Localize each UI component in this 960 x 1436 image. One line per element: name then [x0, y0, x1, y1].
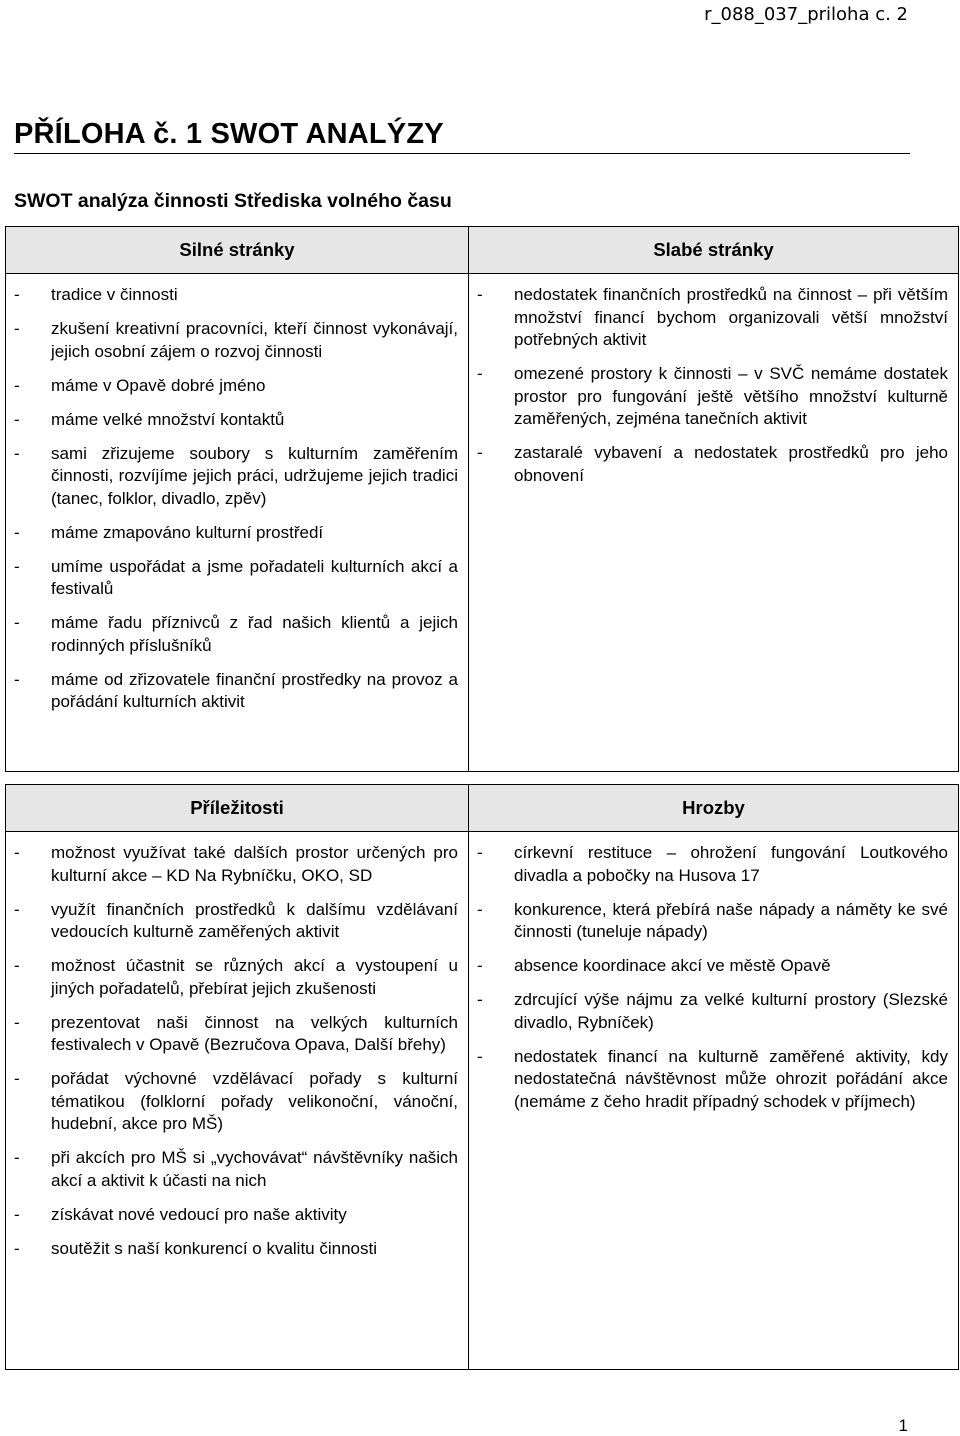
list-item: - možnost využívat také dalších prostor určených pro kulturní akce – KD Na Rybníčku, OKO, SD: [14, 842, 458, 887]
threats-list: [477, 842, 948, 1113]
list-item: - máme zmapováno kulturní prostředí: [14, 522, 458, 545]
page-subtitle: SWOT analýza činnosti Střediska volného času: [14, 190, 452, 212]
list-item: - konkurence, která přebírá naše nápady a náměty ke své činnosti (tuneluje nápady): [477, 899, 948, 944]
page-title: PŘÍLOHA č. 1 SWOT ANALÝZY: [14, 118, 910, 154]
list-item: - využít finančních prostředků k dalšímu vzdělávaní vedoucích kulturně zaměřených aktivit: [14, 899, 458, 944]
threats-header: Hrozby: [469, 785, 959, 832]
list-item: - při akcích pro MŠ si „vychovávat“ návštěvníky našich akcí a aktivit k účasti na nich: [14, 1147, 458, 1192]
list-item: - prezentovat naši činnost na velkých kulturních festivalech v Opavě (Bezručova Opava, Další břehy): [14, 1012, 458, 1057]
list-item: - zkušení kreativní pracovníci, kteří činnost vykonávají, jejich osobní zájem o rozvoj činnosti: [14, 318, 458, 363]
swot-table-bottom: [5, 784, 959, 1370]
list-item: - máme velké množství kontaktů: [14, 409, 458, 432]
list-item: - získávat nové vedoucí pro naše aktivity: [14, 1204, 458, 1227]
list-item: - soutěžit s naší konkurencí o kvalitu činnosti: [14, 1238, 458, 1261]
strengths-header: Silné stránky: [6, 227, 469, 274]
list-item: - sami zřizujeme soubory s kulturním zaměřením činnosti, rozvíjíme jejich práci, udržujeme jejich tradici (tanec, folklor, divadlo, zpěv): [14, 443, 458, 511]
list-item: - absence koordinace akcí ve městě Opavě: [477, 955, 948, 978]
opportunities-header: Příležitosti: [6, 785, 469, 832]
list-item: - zastaralé vybavení a nedostatek prostředků pro jeho obnovení: [477, 442, 948, 487]
list-item: - máme řadu příznivců z řad našich klientů a jejich rodinných příslušníků: [14, 612, 458, 657]
list-item: - nedostatek finančních prostředků na činnost – při větším množství financí bychom organizovali větší množství potřebných aktivit: [477, 284, 948, 352]
list-item: - umíme uspořádat a jsme pořadateli kulturních akcí a festivalů: [14, 556, 458, 601]
weaknesses-list: [477, 284, 948, 487]
list-item: - máme v Opavě dobré jméno: [14, 375, 458, 398]
swot-table-top: [5, 226, 959, 772]
list-item: - pořádat výchovné vzdělávací pořady s kulturní tématikou (folklorní pořady velikonoční, vánoční, hudební, akce pro MŠ): [14, 1068, 458, 1136]
list-item: - máme od zřizovatele finanční prostředky na provoz a pořádání kulturních aktivit: [14, 669, 458, 714]
page-number: 1: [898, 1416, 908, 1435]
list-item: - možnost účastnit se různých akcí a vystoupení u jiných pořadatelů, přebírat jejich zkušenosti: [14, 955, 458, 1000]
list-item: - církevní restituce – ohrožení fungování Loutkového divadla a pobočky na Husova 17: [477, 842, 948, 887]
strengths-list: [14, 284, 458, 714]
list-item: - tradice v činnosti: [14, 284, 458, 307]
opportunities-list: [14, 842, 458, 1260]
list-item: - omezené prostory k činnosti – v SVČ nemáme dostatek prostor pro fungování ještě většího množství kulturně zaměřených, zejména tanečních aktivit: [477, 363, 948, 431]
list-item: - nedostatek financí na kulturně zaměřené aktivity, kdy nedostatečná návštěvnost může ohrozit pořádání akce (nemáme z čeho hradit případný schodek v příjmech): [477, 1046, 948, 1114]
list-item: - zdrcující výše nájmu za velké kulturní prostory (Slezské divadlo, Rybníček): [477, 989, 948, 1034]
document-id: r_088_037_priloha c. 2: [704, 4, 908, 25]
weaknesses-header: Slabé stránky: [469, 227, 959, 274]
